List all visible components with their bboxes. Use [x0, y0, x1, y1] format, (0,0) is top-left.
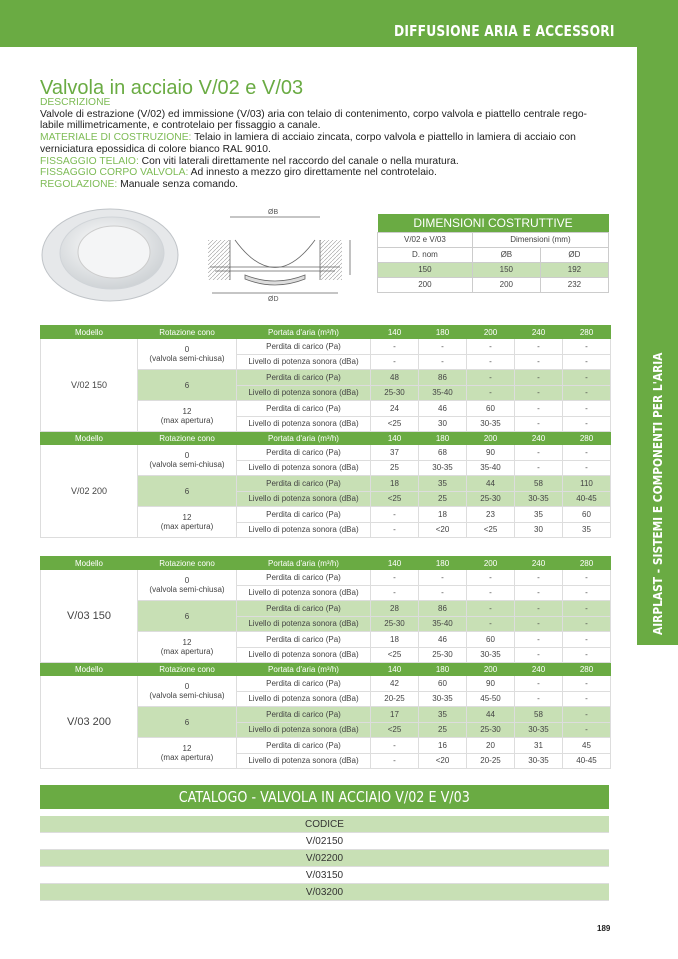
table-cell: - — [467, 601, 515, 617]
rotation-note: (valvola semi-chiusa) — [149, 691, 225, 700]
side-strip-label: AIRPLAST - SISTEMI E COMPONENTI PER L'ARIA — [650, 352, 665, 635]
rotation-cell — [138, 401, 237, 432]
rotation-cell — [138, 339, 237, 370]
table-cell: 31 — [515, 738, 563, 754]
table-cell: 25 — [419, 491, 467, 507]
table-cell: 90 — [467, 445, 515, 461]
table-cell: <25 — [467, 522, 515, 538]
description — [40, 97, 610, 191]
column-header: Modello — [41, 557, 138, 570]
table-cell: Livello di potenza sonora (dBa) — [237, 722, 371, 738]
page-title: Valvola in acciaio V/02 e V/03 — [40, 77, 304, 99]
valve-photo — [42, 209, 178, 301]
column-header: 280 — [563, 557, 611, 570]
table-cell: Perdita di carico (Pa) — [237, 507, 371, 523]
table-cell: - — [563, 647, 611, 663]
table-cell: Livello di potenza sonora (dBa) — [237, 385, 371, 401]
table-cell: 110 — [563, 476, 611, 492]
table-cell: - — [371, 585, 419, 601]
body-fixing-label: FISSAGGIO CORPO VALVOLA: — [40, 167, 189, 179]
table-cell: 68 — [419, 445, 467, 461]
table-cell: 40-45 — [563, 491, 611, 507]
dim-col: ØD — [540, 247, 608, 262]
table-cell: Livello di potenza sonora (dBa) — [237, 753, 371, 769]
table-cell: - — [515, 354, 563, 370]
column-header: Modello — [41, 326, 138, 339]
column-header: Portata d'aria (m³/h) — [237, 326, 371, 339]
rotation-value: 12 — [182, 744, 192, 753]
table-cell: 25-30 — [467, 722, 515, 738]
dim-row — [378, 262, 609, 277]
table-cell: 30 — [419, 416, 467, 432]
column-header: 140 — [371, 326, 419, 339]
table-cell: 30-35 — [515, 753, 563, 769]
table-cell: Perdita di carico (Pa) — [237, 445, 371, 461]
table-cell: 60 — [467, 632, 515, 648]
frame-fixing-text: Con viti laterali direttamente nel raccordo del canale o nella muratura. — [138, 155, 459, 167]
column-header: Portata d'aria (m³/h) — [237, 432, 371, 445]
table-cell: 35-40 — [419, 385, 467, 401]
table-cell: - — [563, 354, 611, 370]
table-cell: 86 — [419, 370, 467, 386]
rotation-cell — [138, 601, 237, 632]
table-cell: - — [515, 570, 563, 586]
table-cell: 25-30 — [419, 647, 467, 663]
table-cell: 58 — [515, 707, 563, 723]
table-cell: - — [563, 707, 611, 723]
column-header: Modello — [41, 432, 138, 445]
table-cell: <25 — [371, 647, 419, 663]
dim-col: ØB — [472, 247, 540, 262]
table-cell: 42 — [371, 676, 419, 692]
table-cell: - — [563, 632, 611, 648]
descr-text: Valvole di estrazione (V/02) ed immissione (V/03) aria con telaio di contenimento, corpo valvola e piattello centrale rego-labile millimetricamente, e controtelaio per fissaggio a canale. — [40, 108, 587, 132]
dim-col: D. nom — [378, 247, 473, 262]
table-cell: Livello di potenza sonora (dBa) — [237, 647, 371, 663]
table-cell: 25-30 — [371, 385, 419, 401]
table-cell: 30-35 — [419, 460, 467, 476]
dim-d-label: ØD — [268, 296, 279, 303]
dim-row — [378, 277, 609, 292]
table-cell: 35-40 — [467, 460, 515, 476]
catalog-table — [40, 785, 609, 901]
table-cell: 46 — [419, 632, 467, 648]
product-images — [40, 205, 370, 315]
table-cell: - — [563, 616, 611, 632]
catalog-title-text: CATALOGO - VALVOLA IN ACCIAIO V/02 E V/03 — [178, 788, 471, 806]
table-cell: 35 — [419, 707, 467, 723]
table-cell: - — [371, 753, 419, 769]
table-cell: - — [515, 401, 563, 417]
table-cell: - — [563, 385, 611, 401]
dim-header: Dimensioni (mm) — [472, 232, 608, 247]
performance-table-v03 — [40, 556, 611, 769]
table-cell: 40-45 — [563, 753, 611, 769]
rotation-value: 0 — [184, 451, 190, 460]
table-cell: - — [515, 691, 563, 707]
rotation-value: 6 — [184, 611, 190, 621]
table-cell: - — [467, 354, 515, 370]
column-header: 140 — [371, 557, 419, 570]
catalog-header: CODICE — [40, 816, 609, 833]
table-cell: 46 — [419, 401, 467, 417]
column-header: 240 — [515, 663, 563, 676]
table-cell: Perdita di carico (Pa) — [237, 676, 371, 692]
rotation-value: 12 — [182, 513, 192, 522]
catalog-code: V/03200 — [40, 884, 609, 901]
table-row — [41, 445, 611, 461]
technical-drawing — [208, 217, 350, 293]
table-cell: - — [515, 445, 563, 461]
table-cell: - — [371, 339, 419, 355]
table-header-row — [41, 663, 611, 676]
section-title: DIFFUSIONE ARIA E ACCESSORI — [394, 22, 615, 40]
table-cell: - — [371, 354, 419, 370]
column-header: Rotazione cono — [138, 432, 237, 445]
catalog-code: V/03150 — [40, 867, 609, 884]
rotation-cell — [138, 370, 237, 401]
column-header: 200 — [467, 432, 515, 445]
table-cell: - — [563, 722, 611, 738]
column-header: 200 — [467, 557, 515, 570]
rotation-cell — [138, 707, 237, 738]
table-cell: 17 — [371, 707, 419, 723]
table-cell: 20-25 — [467, 753, 515, 769]
dim-cell: 150 — [472, 262, 540, 277]
column-header: 200 — [467, 663, 515, 676]
table-cell: - — [467, 570, 515, 586]
table-cell: - — [563, 691, 611, 707]
table-cell: V/02 200 — [41, 445, 138, 538]
rotation-cell — [138, 507, 237, 538]
column-header: Portata d'aria (m³/h) — [237, 663, 371, 676]
table-cell: - — [371, 507, 419, 523]
column-header: 280 — [563, 663, 611, 676]
table-cell: 18 — [371, 632, 419, 648]
table-cell: Livello di potenza sonora (dBa) — [237, 460, 371, 476]
table-cell: 30-35 — [419, 691, 467, 707]
rotation-cell — [138, 476, 237, 507]
table-cell: - — [515, 647, 563, 663]
dim-cell: 200 — [378, 277, 473, 292]
dim-cell: 200 — [472, 277, 540, 292]
column-header: 280 — [563, 326, 611, 339]
table-cell: V/03 150 — [41, 570, 138, 663]
rotation-note: (max apertura) — [160, 416, 214, 425]
catalog-title — [40, 785, 609, 809]
table-cell: Perdita di carico (Pa) — [237, 707, 371, 723]
table-cell: - — [563, 585, 611, 601]
page-number: 189 — [597, 924, 611, 933]
table-cell: 25 — [371, 460, 419, 476]
table-cell: - — [371, 522, 419, 538]
rotation-value: 12 — [182, 407, 192, 416]
table-cell: 48 — [371, 370, 419, 386]
rotation-value: 0 — [184, 345, 190, 354]
rotation-note: (valvola semi-chiusa) — [149, 460, 225, 469]
table-cell: - — [467, 385, 515, 401]
dimensions-table — [377, 214, 609, 293]
table-cell: <25 — [371, 491, 419, 507]
table-cell: - — [515, 339, 563, 355]
table-cell: Livello di potenza sonora (dBa) — [237, 522, 371, 538]
table-cell: V/03 200 — [41, 676, 138, 769]
table-cell: 23 — [467, 507, 515, 523]
table-cell: 20 — [467, 738, 515, 754]
table-cell: - — [515, 416, 563, 432]
table-cell: 60 — [467, 401, 515, 417]
table-header-row — [41, 557, 611, 570]
table-cell: 25-30 — [371, 616, 419, 632]
column-header: Portata d'aria (m³/h) — [237, 557, 371, 570]
table-cell: 35 — [419, 476, 467, 492]
table-cell: 30 — [515, 522, 563, 538]
table-cell: - — [515, 616, 563, 632]
dim-b-label: ØB — [268, 209, 279, 216]
table-cell: - — [515, 585, 563, 601]
rotation-cell — [138, 570, 237, 601]
rotation-value: 0 — [184, 682, 190, 691]
table-cell: <20 — [419, 522, 467, 538]
dim-cell: 192 — [540, 262, 608, 277]
table-cell: 35 — [515, 507, 563, 523]
table-row — [41, 676, 611, 692]
section-header-bar — [0, 0, 678, 47]
table-cell: 25-30 — [467, 491, 515, 507]
dimensions-title: DIMENSIONI COSTRUTTIVE — [378, 214, 609, 232]
column-header: Modello — [41, 663, 138, 676]
table-cell: 16 — [419, 738, 467, 754]
performance-table-v02 — [40, 325, 611, 538]
rotation-cell — [138, 676, 237, 707]
table-cell: - — [515, 370, 563, 386]
table-cell: Livello di potenza sonora (dBa) — [237, 691, 371, 707]
table-cell: Perdita di carico (Pa) — [237, 738, 371, 754]
table-cell: - — [563, 601, 611, 617]
column-header: 180 — [419, 326, 467, 339]
table-cell: <25 — [371, 722, 419, 738]
regulation-label: REGOLAZIONE: — [40, 178, 118, 190]
rotation-value: 6 — [184, 486, 190, 496]
table-cell: 44 — [467, 707, 515, 723]
table-cell: - — [563, 401, 611, 417]
rotation-cell — [138, 445, 237, 476]
table-cell: - — [467, 370, 515, 386]
material-text: Telaio in lamiera di acciaio zincata, corpo valvola e piattello in lamiera di acciaio con verniciatura epossidica di colore bianco RAL 9010. — [40, 132, 576, 155]
table-cell: Livello di potenza sonora (dBa) — [237, 585, 371, 601]
table-cell: - — [515, 632, 563, 648]
table-cell: 44 — [467, 476, 515, 492]
rotation-note: (valvola semi-chiusa) — [149, 354, 225, 363]
table-cell: Perdita di carico (Pa) — [237, 601, 371, 617]
dim-header: V/02 e V/03 — [378, 232, 473, 247]
table-cell: - — [371, 738, 419, 754]
table-cell: - — [467, 339, 515, 355]
column-header: 240 — [515, 432, 563, 445]
table-cell: - — [515, 460, 563, 476]
table-header-row — [41, 432, 611, 445]
table-cell: - — [563, 570, 611, 586]
table-cell: 37 — [371, 445, 419, 461]
table-cell: Livello di potenza sonora (dBa) — [237, 354, 371, 370]
column-header: 240 — [515, 557, 563, 570]
table-cell: Perdita di carico (Pa) — [237, 570, 371, 586]
frame-fixing-label: FISSAGGIO TELAIO: — [40, 155, 139, 167]
table-cell: - — [515, 385, 563, 401]
table-cell: - — [419, 570, 467, 586]
table-cell: 30-35 — [515, 722, 563, 738]
material-label: MATERIALE DI COSTRUZIONE: — [40, 132, 192, 144]
column-header: 180 — [419, 663, 467, 676]
rotation-value: 6 — [184, 717, 190, 727]
dim-cell: 150 — [378, 262, 473, 277]
table-cell: 18 — [419, 507, 467, 523]
table-cell: - — [515, 601, 563, 617]
table-header-row — [41, 326, 611, 339]
descr-label: DESCRIZIONE — [40, 97, 111, 108]
column-header: 200 — [467, 326, 515, 339]
rotation-note: (max apertura) — [160, 647, 214, 656]
rotation-note: (valvola semi-chiusa) — [149, 585, 225, 594]
table-cell: Livello di potenza sonora (dBa) — [237, 416, 371, 432]
rotation-value: 6 — [184, 380, 190, 390]
table-cell: 25 — [419, 722, 467, 738]
table-cell: 60 — [419, 676, 467, 692]
table-cell: - — [563, 676, 611, 692]
column-header: Rotazione cono — [138, 557, 237, 570]
column-header: Rotazione cono — [138, 326, 237, 339]
table-cell: 58 — [515, 476, 563, 492]
column-header: 280 — [563, 432, 611, 445]
table-cell: 45 — [563, 738, 611, 754]
rotation-note: (max apertura) — [160, 522, 214, 531]
table-cell: 18 — [371, 476, 419, 492]
table-cell: V/02 150 — [41, 339, 138, 432]
rotation-value: 12 — [182, 638, 192, 647]
table-cell: 30-35 — [467, 416, 515, 432]
column-header: 140 — [371, 432, 419, 445]
table-cell: 86 — [419, 601, 467, 617]
table-cell: - — [419, 585, 467, 601]
table-cell: - — [515, 676, 563, 692]
table-cell: Perdita di carico (Pa) — [237, 632, 371, 648]
dim-cell: 232 — [540, 277, 608, 292]
table-cell: - — [467, 585, 515, 601]
table-cell: - — [563, 445, 611, 461]
rotation-note: (max apertura) — [160, 753, 214, 762]
catalog-code: V/02150 — [40, 833, 609, 850]
table-cell: - — [419, 354, 467, 370]
table-cell: Perdita di carico (Pa) — [237, 370, 371, 386]
table-cell: - — [563, 339, 611, 355]
table-cell: <25 — [371, 416, 419, 432]
column-header: 240 — [515, 326, 563, 339]
table-cell: Livello di potenza sonora (dBa) — [237, 616, 371, 632]
table-cell: - — [371, 570, 419, 586]
table-cell: - — [563, 416, 611, 432]
table-cell: 30-35 — [467, 647, 515, 663]
table-cell: 24 — [371, 401, 419, 417]
rotation-cell — [138, 738, 237, 769]
table-cell: 35 — [563, 522, 611, 538]
table-cell: 60 — [563, 507, 611, 523]
table-cell: Perdita di carico (Pa) — [237, 401, 371, 417]
side-strip — [637, 47, 678, 645]
table-cell: - — [419, 339, 467, 355]
table-cell: 20-25 — [371, 691, 419, 707]
table-row — [41, 570, 611, 586]
regulation-text: Manuale senza comando. — [117, 178, 239, 190]
table-cell: 30-35 — [515, 491, 563, 507]
table-cell: <20 — [419, 753, 467, 769]
table-cell: Perdita di carico (Pa) — [237, 476, 371, 492]
column-header: 140 — [371, 663, 419, 676]
column-header: 180 — [419, 432, 467, 445]
column-header: Rotazione cono — [138, 663, 237, 676]
table-cell: - — [467, 616, 515, 632]
table-cell: - — [563, 370, 611, 386]
table-cell: Livello di potenza sonora (dBa) — [237, 491, 371, 507]
rotation-cell — [138, 632, 237, 663]
body-fixing-text: Ad innesto a mezzo giro direttamente nel controtelaio. — [188, 167, 437, 179]
table-cell: 45-50 — [467, 691, 515, 707]
column-header: 180 — [419, 557, 467, 570]
table-cell: Perdita di carico (Pa) — [237, 339, 371, 355]
catalog-code: V/02200 — [40, 850, 609, 867]
table-row — [41, 339, 611, 355]
table-cell: - — [563, 460, 611, 476]
table-cell: 28 — [371, 601, 419, 617]
table-cell: 35-40 — [419, 616, 467, 632]
rotation-value: 0 — [184, 576, 190, 585]
table-cell: 90 — [467, 676, 515, 692]
